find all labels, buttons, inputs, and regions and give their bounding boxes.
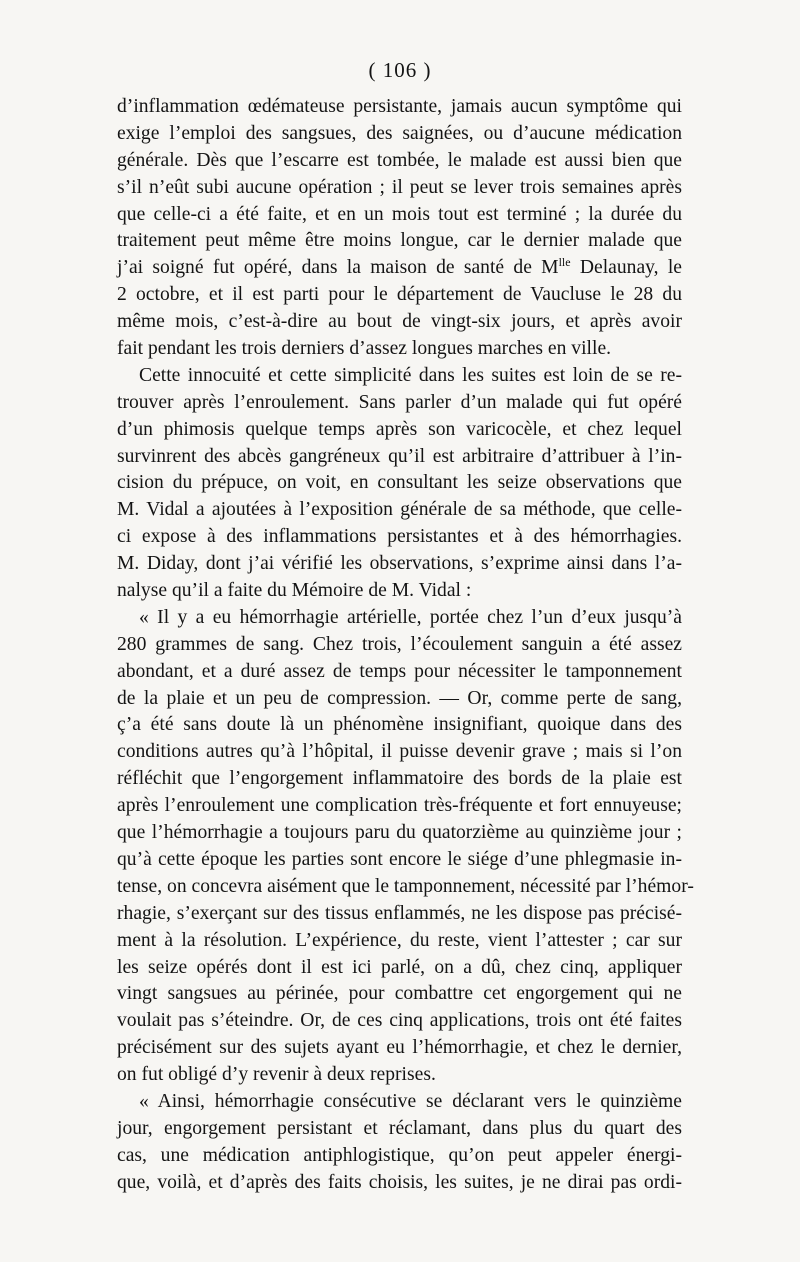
text-line: que celle-ci a été faite, et en un mois tout est terminé ; la durée du bbox=[117, 203, 682, 225]
text-line: survinrent des abcès gangréneux qu’il est arbitraire d’attribuer à l’in- bbox=[117, 445, 682, 467]
text-line: après l’enroulement une complication très-fréquente et fort ennuyeuse; bbox=[117, 795, 682, 817]
text-line: générale. Dès que l’escarre est tombée, le malade est aussi bien que bbox=[117, 149, 682, 171]
text-line: conditions autres qu’à l’hôpital, il puisse devenir grave ; mais si l’on bbox=[117, 741, 682, 763]
text-line: précisément sur des sujets ayant eu l’hémorrhagie, et chez le dernier, bbox=[117, 1037, 682, 1059]
text-line bbox=[117, 255, 682, 282]
text-segment: j’ai soigné fut opéré, dans la maison de santé de M bbox=[117, 257, 559, 279]
text-line: même mois, c’est-à-dire au bout de vingt-six jours, et après avoir bbox=[117, 311, 682, 333]
text-line: cas, une médication antiphlogistique, qu’on peut appeler énergi- bbox=[117, 1144, 682, 1166]
text-line: voulait pas s’éteindre. Or, de ces cinq applications, trois ont été faites bbox=[117, 1010, 682, 1032]
text-line: « Il y a eu hémorrhagie artérielle, portée chez l’un d’eux jusqu’à bbox=[139, 606, 682, 628]
text-line: cision du prépuce, on voit, en consultant les seize observations que bbox=[117, 472, 682, 494]
text-line: d’inflammation œdémateuse persistante, jamais aucun symptôme qui bbox=[117, 96, 682, 117]
text-line: abondant, et a duré assez de temps pour nécessiter le tamponnement bbox=[117, 660, 682, 682]
text-line: M. Diday, dont j’ai vérifié les observations, s’exprime ainsi dans l’a- bbox=[117, 553, 682, 575]
text-line: d’un phimosis quelque temps après son varicocèle, et chez lequel bbox=[117, 418, 682, 440]
text-line: rhagie, s’exerçant sur des tissus enflammés, ne les dispose pas précisé- bbox=[117, 902, 682, 924]
text-line: ç’a été sans doute là un phénomène insignifiant, quoique dans des bbox=[117, 714, 682, 736]
text-line: traitement peut même être moins longue, car le dernier malade que bbox=[117, 230, 682, 252]
text-line: tense, on concevra aisément que le tamponnement, nécessité par l’hémor- bbox=[117, 875, 694, 897]
text-line: 280 grammes de sang. Chez trois, l’écoulement sanguin a été assez bbox=[117, 633, 682, 655]
text-segment: Delaunay, le bbox=[570, 257, 682, 279]
text-line: jour, engorgement persistant et réclamant, dans plus du quart des bbox=[117, 1117, 682, 1139]
text-line: de la plaie et un peu de compression. — Or, comme perte de sang, bbox=[117, 687, 682, 709]
paragraph-3 bbox=[117, 605, 694, 1089]
text-line: les seize opérés dont il est ici parlé, on a dû, chez cinq, appliquer bbox=[117, 956, 682, 978]
text-line: trouver après l’enroulement. Sans parler d’un malade qui fut opéré bbox=[117, 391, 682, 413]
text-line: on fut obligé d’y revenir à deux reprises. bbox=[117, 1064, 436, 1086]
page-number: ( 106 ) bbox=[368, 58, 432, 82]
paragraph-1 bbox=[117, 94, 682, 363]
text-line: nalyse qu’il a faite du Mémoire de M. Vidal : bbox=[117, 580, 472, 602]
text-line: M. Vidal a ajoutées à l’exposition générale de sa méthode, que celle- bbox=[117, 499, 682, 521]
paragraph-4 bbox=[117, 1089, 682, 1197]
text-line: vingt sangsues au périnée, pour combattre cet engorgement qui ne bbox=[117, 983, 682, 1005]
superscript: lle bbox=[558, 255, 571, 270]
text-line: Cette innocuité et cette simplicité dans les suites est loin de se re- bbox=[139, 364, 682, 386]
text-line: « Ainsi, hémorrhagie consécutive se déclarant vers le quinzième bbox=[139, 1090, 682, 1112]
text-line: que, voilà, et d’après des faits choisis, les suites, je ne dirai pas ordi- bbox=[117, 1171, 682, 1193]
text-line: s’il n’eût subi aucune opération ; il peut se lever trois semaines après bbox=[117, 176, 682, 198]
body-text bbox=[117, 94, 694, 1197]
text-line: qu’à cette époque les parties sont encore le siége d’une phlegmasie in- bbox=[117, 848, 682, 870]
text-line: 2 octobre, et il est parti pour le département de Vaucluse le 28 du bbox=[117, 284, 682, 306]
text-line: ment à la résolution. L’expérience, du reste, vient l’attester ; car sur bbox=[117, 929, 682, 951]
text-line: réfléchit que l’engorgement inflammatoire des bords de la plaie est bbox=[117, 768, 682, 790]
text-line: exige l’emploi des sangsues, des saignées, ou d’aucune médication bbox=[117, 122, 682, 144]
text-line: ci expose à des inflammations persistantes et à des hémorrhagies. bbox=[117, 526, 682, 548]
paragraph-2 bbox=[117, 363, 682, 605]
text-line: fait pendant les trois derniers d’assez longues marches en ville. bbox=[117, 338, 612, 360]
text-line: que l’hémorrhagie a toujours paru du quatorzième au quinzième jour ; bbox=[117, 822, 682, 844]
